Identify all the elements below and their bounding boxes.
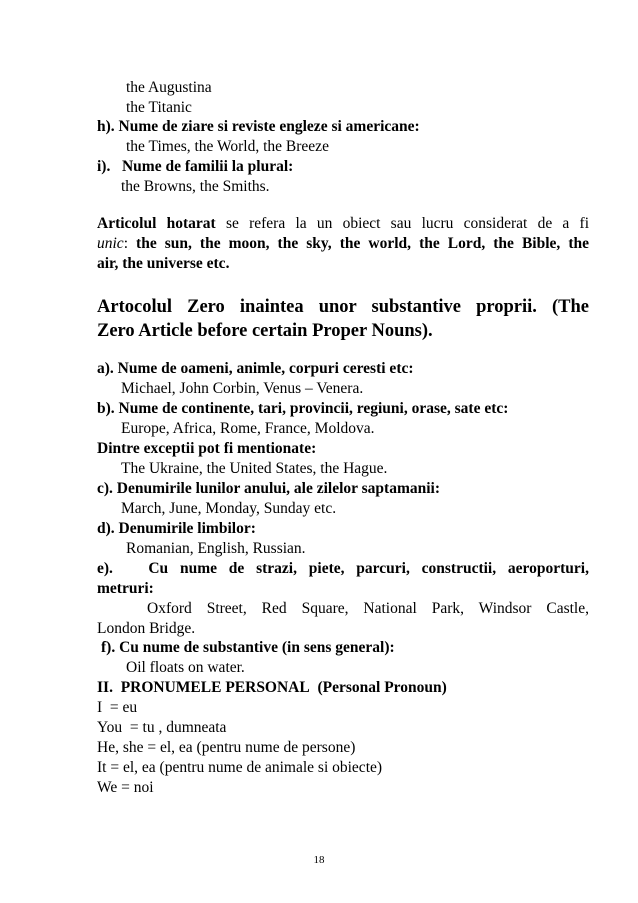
section-f-heading: f). Cu nume de substantive (in sens general): [101,639,395,656]
personal-pronoun-heading: II. PRONUMELE PERSONAL (Personal Pronoun) [97,679,447,696]
pronoun-line: You = tu , dumneata [97,719,227,736]
section-h-heading: h). Nume de ziare si reviste engleze si americane: [97,118,420,135]
pronoun-line: He, she = el, ea (pentru nume de persone) [97,739,356,756]
articol-hotarat-term: Articolul hotarat [97,215,216,232]
page-number: 18 [313,854,325,866]
section-d-example: Romanian, English, Russian. [126,540,306,557]
section-i-heading: i). Nume de familii la plural: [97,158,294,175]
colon: : [123,235,137,252]
section-b-example: Europe, Africa, Rome, France, Moldova. [121,420,375,437]
example-line: the Titanic [126,99,192,116]
section-a-heading: a). Nume de oameni, animle, corpuri ceresti etc: [97,360,414,377]
example-line: the Augustina [126,79,212,96]
section-c-example: March, June, Monday, Sunday etc. [121,500,337,517]
section-e-heading-line2: metruri: [97,580,154,597]
section-c-heading: c). Denumirile lunilor anului, ale zilelor saptamanii: [97,480,441,497]
section-f-example: Oil floats on water. [126,659,245,676]
section-b-heading: b). Nume de continente, tari, provincii, regiuni, orase, sate etc: [97,400,509,417]
section-h-example: the Times, the World, the Breeze [126,138,329,155]
articol-hotarat-examples: the sun, the moon, the sky, the world, the Lord, the Bible, the [136,235,589,252]
pronoun-line: We = noi [97,779,154,796]
unic-word: unic [97,235,124,252]
articol-hotarat-line3: air, the universe etc. [97,255,230,272]
section-d-heading: d). Denumirile limbilor: [97,520,256,537]
exceptions-example: The Ukraine, the United States, the Hague. [121,460,388,477]
section-e-example-line2: London Bridge. [97,620,196,637]
section-i-example: the Browns, the Smiths. [121,178,270,195]
section-a-example: Michael, John Corbin, Venus – Venera. [121,380,364,397]
zero-article-heading-line1: Artocolul Zero inaintea unor substantive proprii. (The [97,297,589,317]
articol-hotarat-line2 [97,234,589,254]
articol-hotarat-line1 [97,214,589,234]
articol-hotarat-text: se refera la un obiect sau lucru considerat de a fi [215,215,590,232]
pronoun-line: I = eu [97,699,138,716]
section-e-heading-line1: e). Cu nume de strazi, piete, parcuri, constructii, aeroporturi, [97,560,589,577]
exceptions-heading: Dintre exceptii pot fi mentionate: [97,440,317,457]
section-e-example-line1: Oxford Street, Red Square, National Park, Windsor Castle, [147,600,589,617]
pronoun-line: It = el, ea (pentru nume de animale si obiecte) [97,759,383,776]
zero-article-heading-line2: Zero Article before certain Proper Nouns). [97,321,433,341]
